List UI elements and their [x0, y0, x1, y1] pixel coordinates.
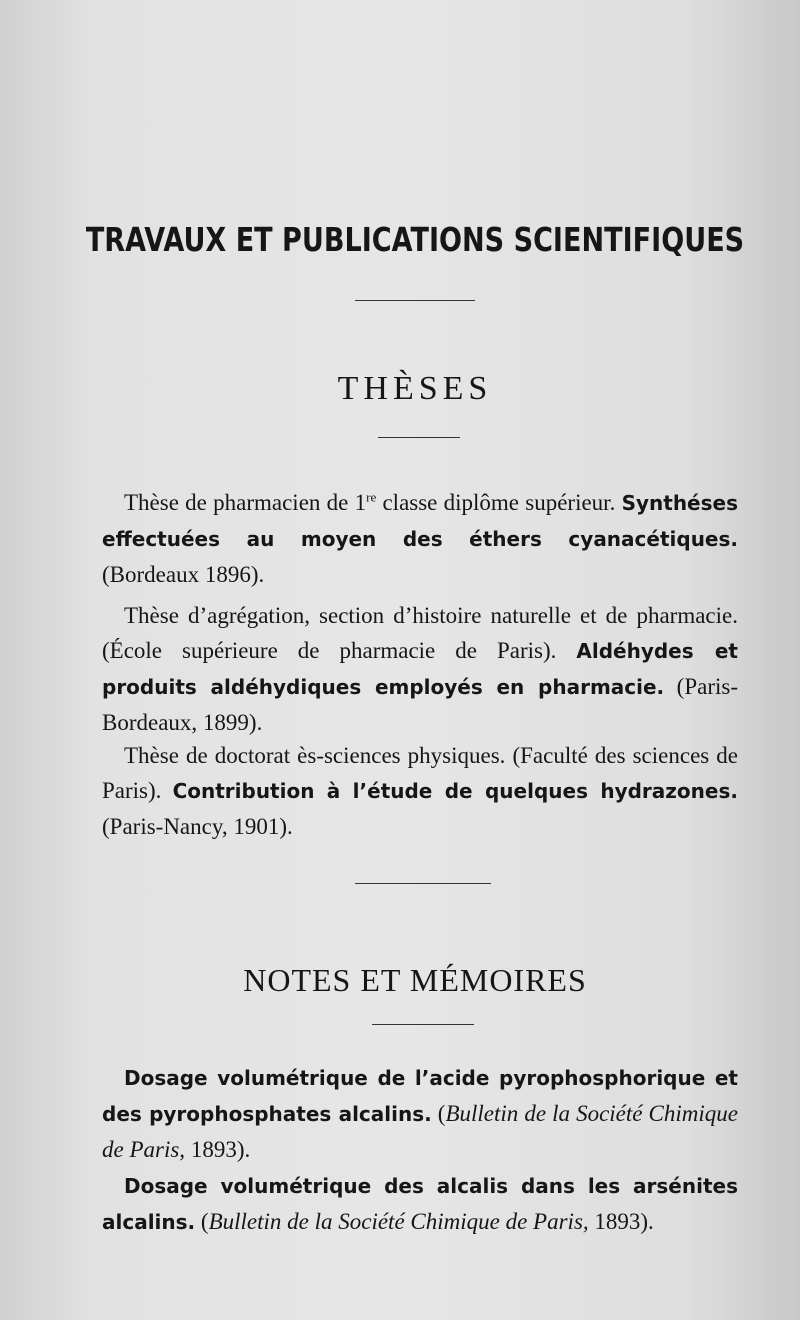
thesis-source: (Paris-Bordeaux, 1899). [102, 674, 738, 735]
divider [355, 883, 491, 884]
thesis-source: (Bordeaux 1896). [102, 562, 265, 587]
note-title: Dosage volumétrique de l’acide pyrophosphorique et des pyrophosphates alcalins. [102, 1066, 738, 1126]
thesis-intro: Thèse de doctorat ès-sciences physiques. (Faculté des sciences de Paris). [102, 743, 738, 803]
notes-heading: NOTES ET MÉMOIRES [243, 962, 587, 998]
note-year: 1893). [185, 1137, 251, 1162]
thesis-title: Aldéhydes et produits aldéhydiques employés en pharmacie. [102, 639, 738, 699]
thesis-title: Contribution à l’étude de quelques hydrazones. [172, 779, 738, 803]
divider [378, 437, 460, 438]
divider [372, 1024, 474, 1025]
thesis-source: (Paris-Nancy, 1901). [102, 814, 293, 839]
note-entry: Dosage volumétrique de l’acide pyrophosphorique et des pyrophosphates alcalins. (Bulletin de la Société Chimique de Paris, 1893). [102, 1066, 738, 1162]
note-title: Dosage volumétrique des alcalis dans les arsénites alcalins. [102, 1174, 738, 1234]
thesis-title: Synthéses effectuées au moyen des éthers cyanacétiques. [102, 491, 738, 551]
note-source: Bulletin de la Société Chimique de Paris, [102, 1101, 738, 1162]
note-source: Bulletin de la Société Chimique de Paris, [208, 1209, 589, 1234]
page-title: TRAVAUX ET PUBLICATIONS SCIENTIFIQUES [85, 220, 745, 259]
note-year: 1893). [588, 1209, 654, 1234]
divider [355, 300, 475, 301]
ordinal-superscript: re [366, 489, 377, 505]
thesis-intro: classe diplôme supérieur. [376, 490, 622, 515]
thesis-intro: Thèse d’agrégation, section d’histoire naturelle et de pharmacie. (École supérieure de pharmacie de Paris). [102, 603, 738, 663]
note-entry: Dosage volumétrique des alcalis dans les arsénites alcalins. (Bulletin de la Société Chimique de Paris, 1893). [102, 1174, 738, 1234]
thesis-intro: Thèse de pharmacien de 1 [124, 490, 367, 515]
theses-heading: THÈSES [337, 370, 493, 407]
thesis-entry [102, 485, 738, 592]
thesis-entry [102, 738, 738, 844]
thesis-entry [102, 598, 738, 740]
